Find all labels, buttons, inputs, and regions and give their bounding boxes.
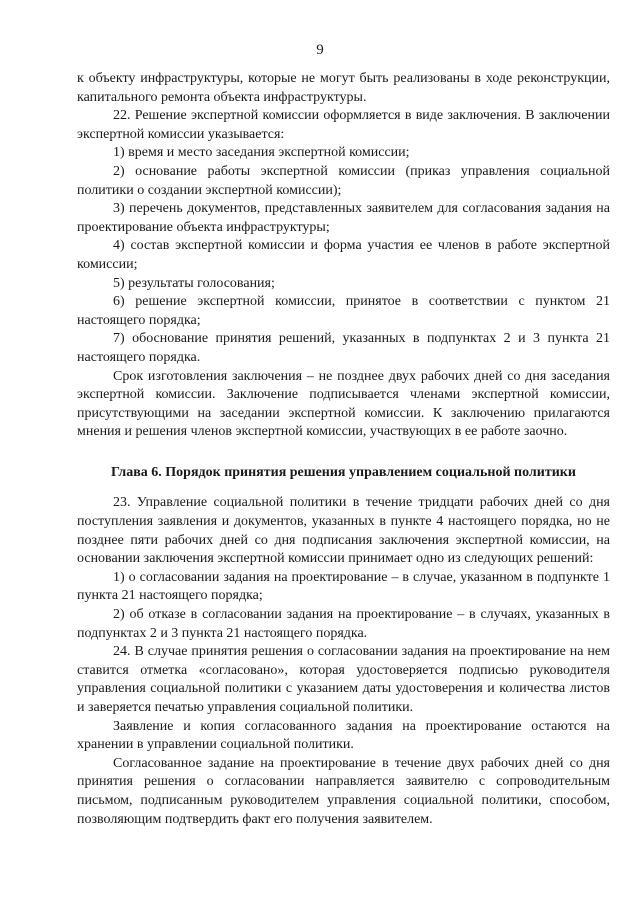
paragraph: Заявление и копия согласованного задания на проектирование остаются на хранении в управлении социальной политики.: [77, 718, 610, 753]
chapter-heading: Глава 6. Порядок принятия решения управлением социальной политики: [111, 464, 576, 480]
list-item: 3) перечень документов, представленных заявителем для согласования задания на проектирование объекта инфраструктуры;: [77, 201, 610, 235]
list-item: 1) время и место заседания экспертной комиссии;: [113, 145, 410, 161]
list-item: 7) обоснование принятия решений, указанных в подпунктах 2 и 3 пункта 21 настоящего порядка.: [77, 331, 610, 365]
paragraph: 24. В случае принятия решения о согласовании задания на проектирование на нем ставится отметка «согласовано», которая удостоверяется подписью руководителя управления социальной политики с указанием даты удостоверения и количества листов и заверяется печатью управления социальной политики.: [77, 644, 610, 715]
list-item: 6) решение экспертной комиссии, принятое в соответствии с пунктом 21 настоящего порядка;: [77, 294, 610, 328]
list-item: 2) об отказе в согласовании задания на проектирование – в случаях, указанных в подпунктах 2 и 3 пункта 21 настоящего порядка.: [77, 607, 610, 641]
list-item: 5) результаты голосования;: [113, 275, 275, 291]
list-item: 1) о согласовании задания на проектирование – в случае, указанном в подпункте 1 пункта 21 настоящего порядка;: [77, 569, 610, 604]
page-number: 9: [316, 42, 324, 58]
paragraph: 23. Управление социальной политики в течение тридцати рабочих дней со дня поступления заявления и документов, указанных в пункте 4 настоящего порядка, но не позднее пяти рабочих дней со дня подписания заключения экспертной комиссии, на основании заключения экспертной комиссии принимает одно из следующих решений:: [77, 495, 610, 567]
paragraph: к объекту инфраструктуры, которые не могут быть реализованы в ходе реконструкции, капитального ремонта объекта инфраструктуры.: [77, 71, 610, 105]
paragraph: Согласованное задание на проектирование в течение двух рабочих дней со дня принятия решения о согласовании направляется заявителю с сопроводительным письмом, подписанным руководителем управления социальной политики, способом, позволяющим подтвердить факт его получения заявителем.: [77, 755, 610, 827]
paragraph: Срок изготовления заключения – не позднее двух рабочих дней со дня заседания экспертной комиссии. Заключение подписывается членами экспертной комиссии, присутствующими на заседании экспертной комиссии. К заключению прилагаются мнения и решения членов экспертной комиссии, участвующих в ее работе заочно.: [77, 368, 610, 440]
list-item: 2) основание работы экспертной комиссии (приказ управления социальной политики о создании экспертной комиссии);: [77, 163, 610, 198]
document-body: [77, 70, 610, 829]
list-item: 4) состав экспертной комиссии и форма участия ее членов в работе экспертной комиссии;: [77, 238, 610, 272]
paragraph: 22. Решение экспертной комиссии оформляется в виде заключения. В заключении экспертной комиссии указывается:: [77, 108, 610, 142]
